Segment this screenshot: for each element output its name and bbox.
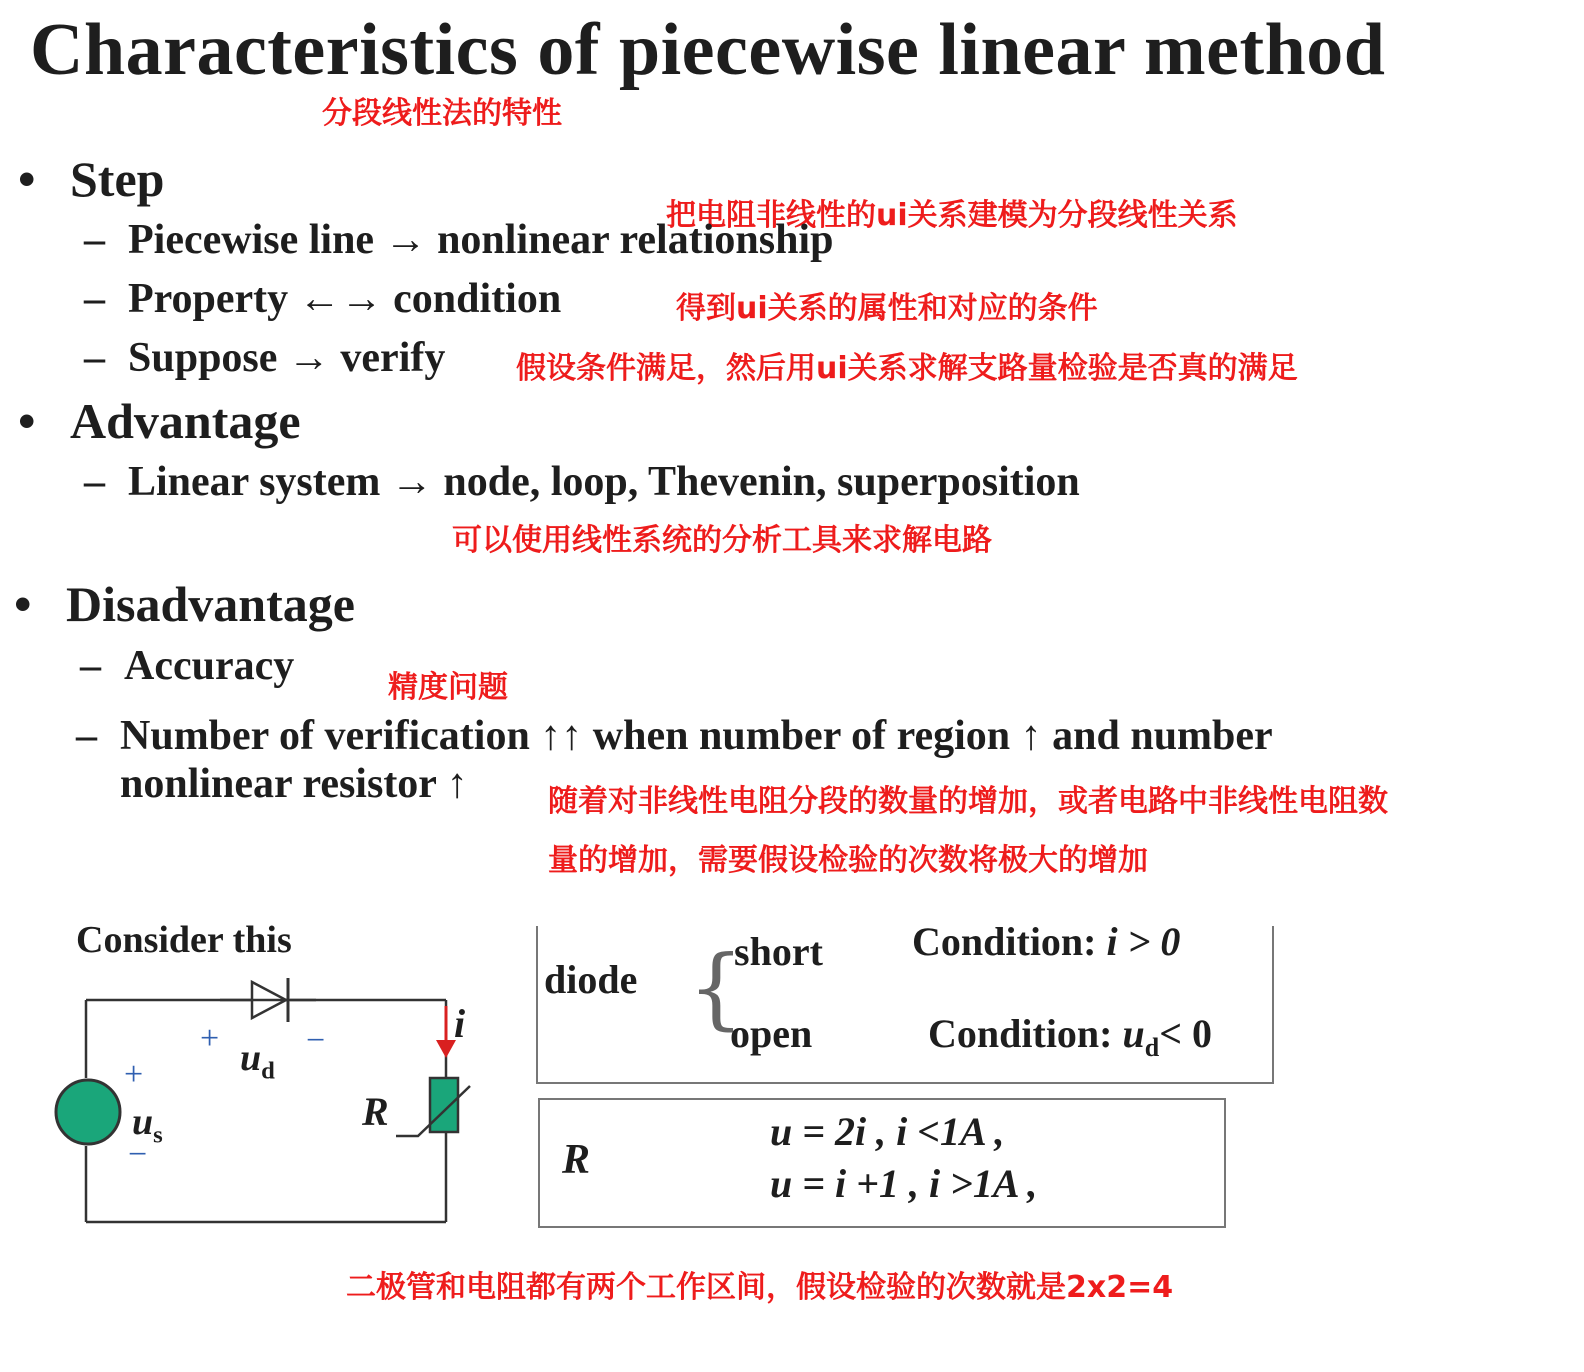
us-u: u (132, 1101, 154, 1143)
voltage-source-icon (56, 1080, 120, 1144)
disadvantage-heading-text: Disadvantage (66, 576, 355, 632)
open-u: u (1122, 1011, 1145, 1056)
advantage-item-text: Linear system → node, loop, Thevenin, superposition (128, 459, 1080, 505)
open-sub: d (1144, 1033, 1160, 1063)
advantage-annotation: 可以使用线性系统的分析工具来求解电路 (452, 523, 992, 558)
advantage-heading-text: Advantage (70, 393, 301, 449)
verification-line-2: nonlinear resistor ↑ (120, 761, 468, 807)
accuracy-annotation: 精度问题 (388, 670, 508, 705)
current-arrow-icon (436, 1006, 456, 1058)
disadvantage-verification: – Number of verification ↑↑ when number of region ↑ and number (76, 713, 1273, 759)
diode-label: diode (544, 957, 638, 1002)
step-heading-text: Step (70, 151, 165, 207)
r-box-label: R (562, 1137, 591, 1183)
step-annotation-1: 把电阻非线性的ui关系建模为分段线性关系 (666, 198, 1238, 233)
ud-minus: − (306, 1022, 326, 1059)
short-condition-expr: i > 0 (1106, 919, 1181, 964)
nonlinear-resistor-icon (396, 1078, 470, 1136)
condition-word: Condition: (912, 919, 1097, 964)
circuit-diagram (40, 960, 500, 1240)
current-label: i (454, 1001, 466, 1046)
us-minus: − (128, 1136, 148, 1173)
ud-sub: d (261, 1057, 275, 1085)
condition-word: Condition: (928, 1011, 1113, 1056)
verification-line-1: Number of verification ↑↑ when number of region ↑ and number (120, 713, 1273, 759)
r-equation-1: u = 2i , i <1A , (770, 1109, 1005, 1154)
r-equation-2: u = i +1 , i >1A , (770, 1161, 1038, 1206)
bottom-annotation: 二极管和电阻都有两个工作区间，假设检验的次数就是2x2=4 (346, 1270, 1174, 1305)
advantage-item: – Linear system → node, loop, Thevenin, superposition (84, 459, 1080, 505)
open-condition-tail: < 0 (1159, 1011, 1213, 1056)
step-item-1: – Piecewise line → nonlinear relationship (84, 217, 834, 263)
us-plus: + (124, 1056, 144, 1093)
step-item-3-text: Suppose → verify (128, 335, 446, 381)
title-annotation: 分段线性法的特性 (322, 96, 562, 131)
verification-annotation-1: 随着对非线性电阻分段的数量的增加，或者电路中非线性电阻数 (548, 784, 1388, 819)
verification-annotation-2: 量的增加，需要假设检验的次数将极大的增加 (548, 843, 1148, 878)
bullet-icon: • (18, 151, 36, 207)
bullet-icon: • (14, 576, 32, 632)
short-condition (912, 918, 1180, 965)
diode-open: open (730, 1011, 813, 1056)
resistor-label: R (362, 1089, 389, 1134)
bullet-icon: • (18, 393, 36, 449)
diode-short: short (734, 929, 823, 974)
accuracy-text: Accuracy (124, 643, 295, 689)
circuit-caption: Consider this (76, 919, 292, 961)
step-heading (18, 150, 164, 208)
step-item-2-text: Property ←→ condition (128, 276, 562, 322)
slide-title: Characteristics of piecewise linear method (30, 9, 1386, 91)
step-item-2: – Property ←→ condition (84, 276, 562, 322)
step-item-1-text: Piecewise line → nonlinear relationship (128, 217, 834, 263)
us-sub: s (153, 1121, 163, 1149)
open-condition (928, 1010, 1212, 1063)
step-item-3: – Suppose → verify (84, 335, 446, 381)
brace-icon: { (688, 936, 744, 1039)
disadvantage-heading (14, 575, 355, 633)
ud-plus: + (200, 1020, 220, 1057)
advantage-heading (18, 392, 301, 450)
step-annotation-2: 得到ui关系的属性和对应的条件 (676, 291, 1098, 326)
diode-icon (220, 978, 316, 1022)
disadvantage-accuracy: – Accuracy (80, 643, 295, 689)
ud-u: u (240, 1037, 262, 1079)
step-annotation-3: 假设条件满足，然后用ui关系求解支路量检验是否真的满足 (516, 351, 1298, 386)
ud-label (240, 1036, 275, 1086)
